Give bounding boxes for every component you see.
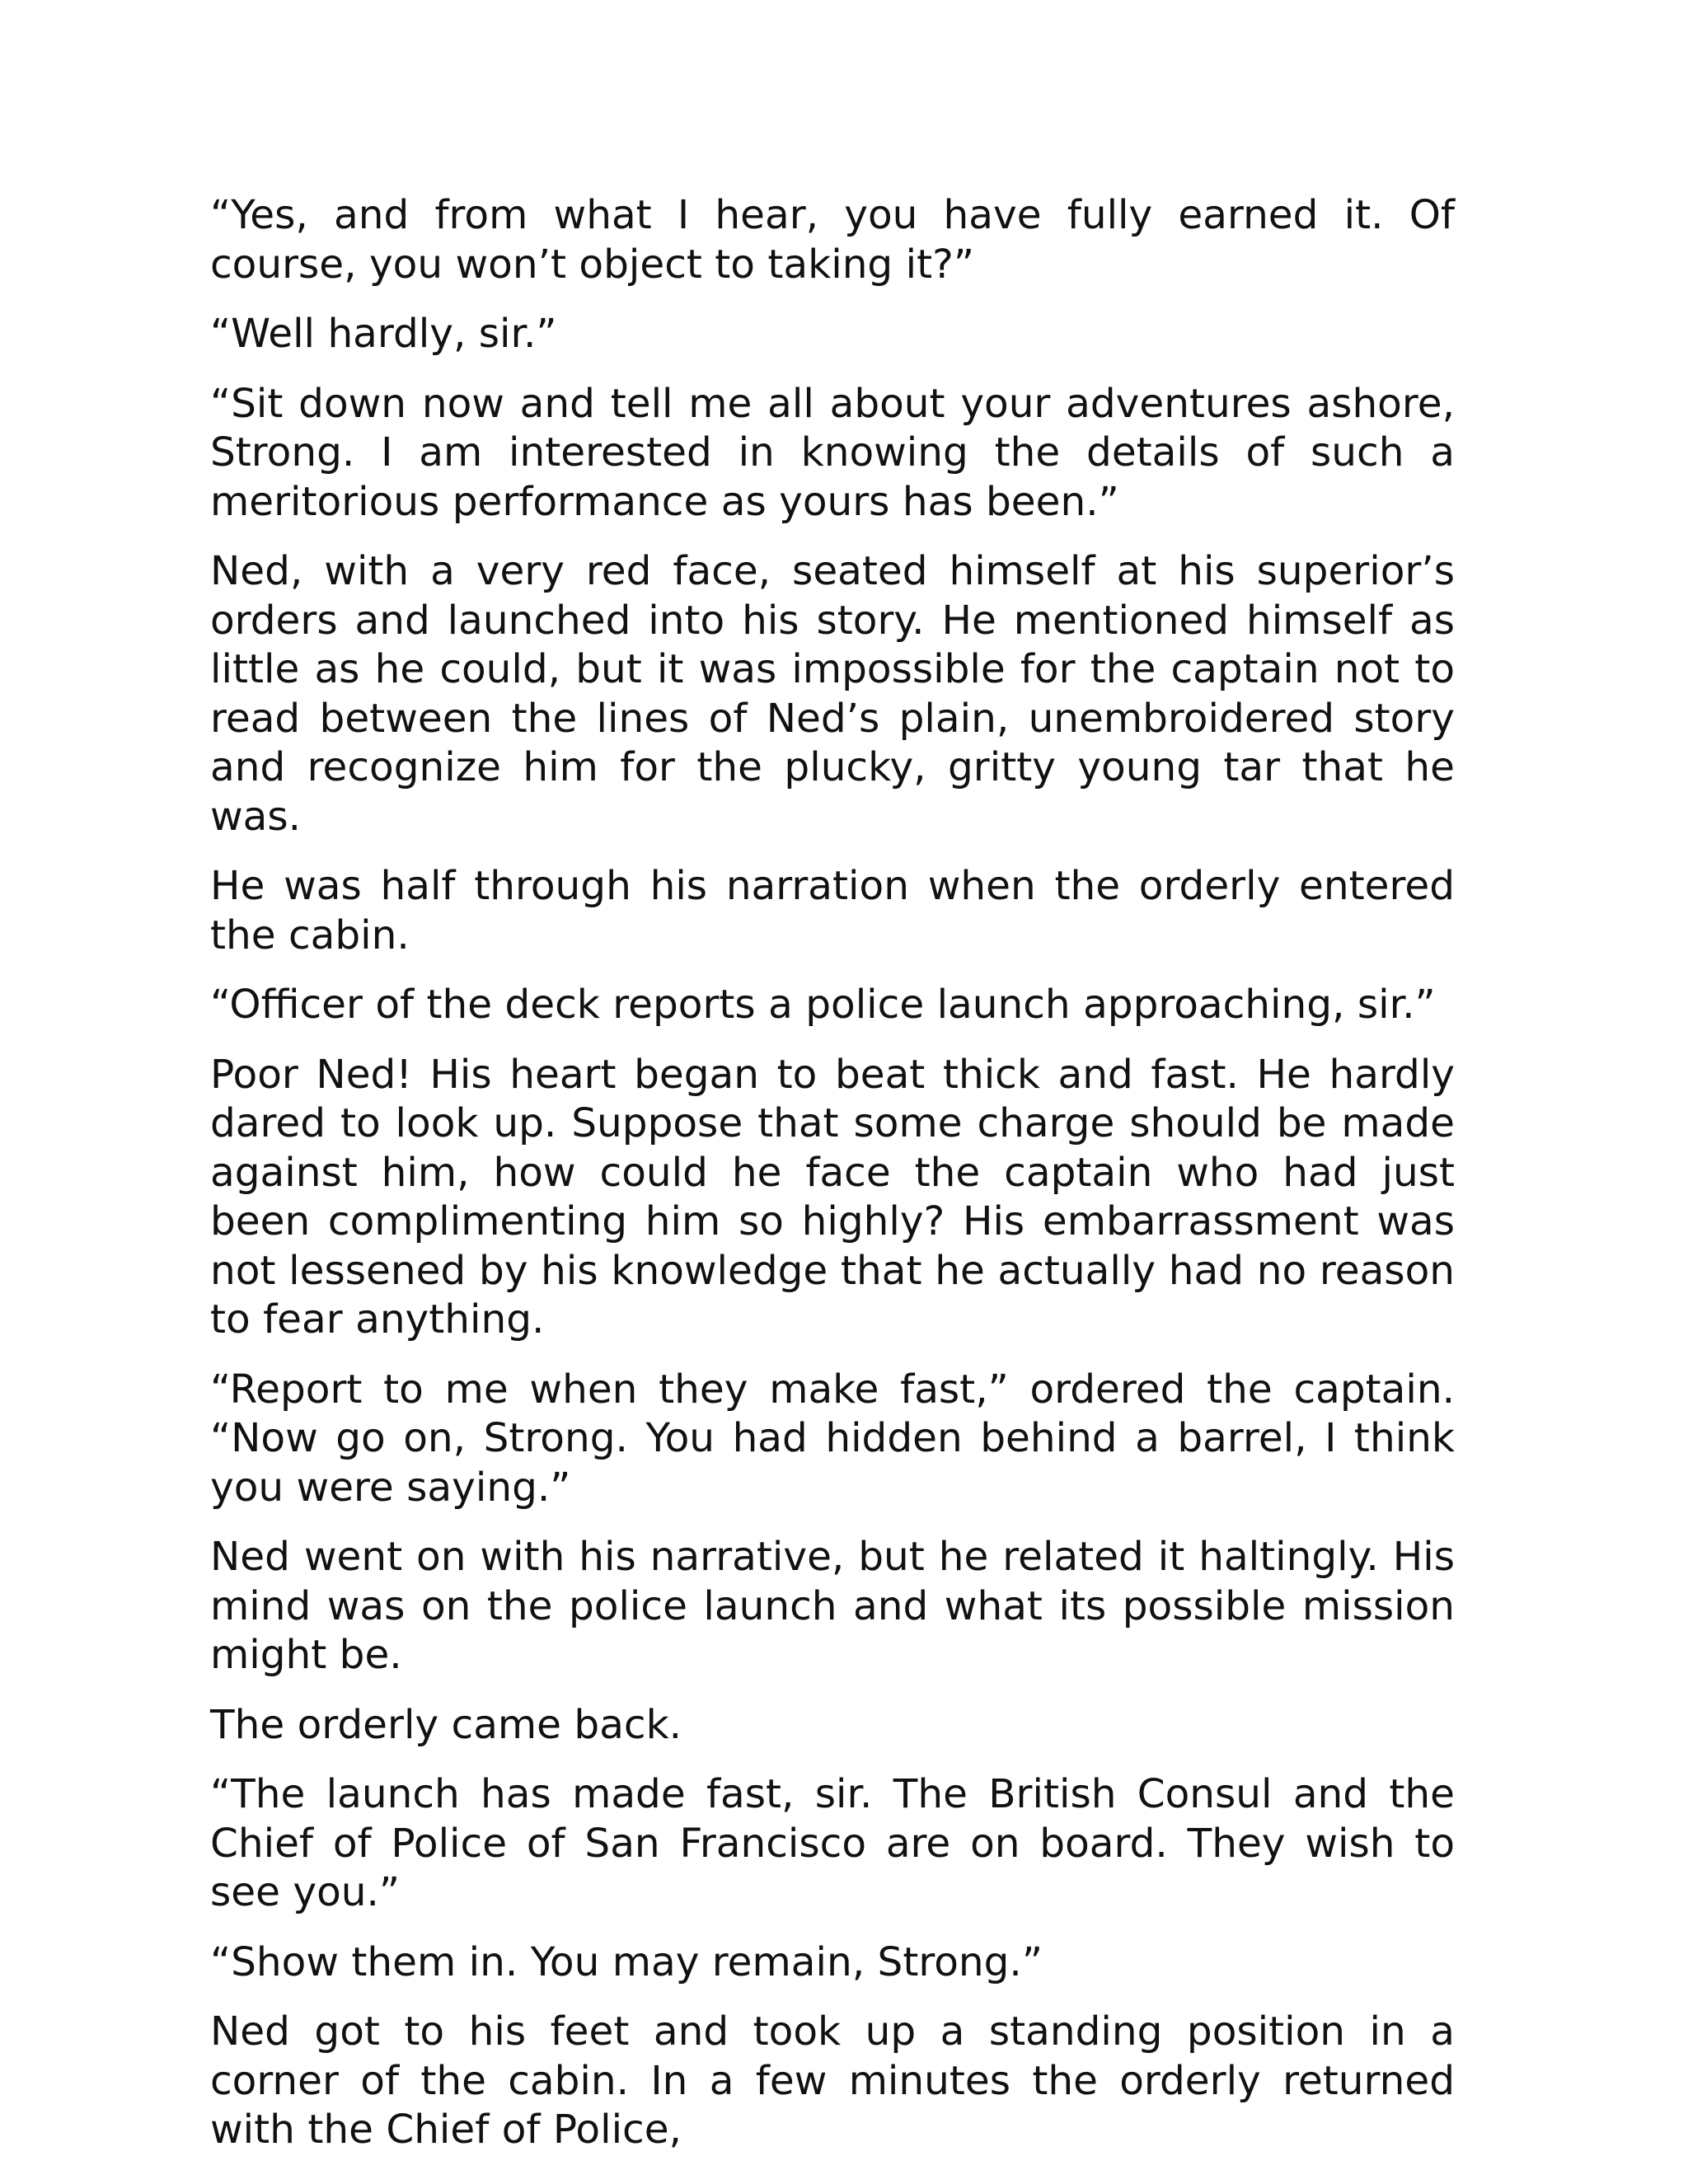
paragraph: Poor Ned! His heart began to beat thick and fast. He hardly dared to look up. Suppose that some charge should be made against him, how could he face the captain who had just been complimenting him so highly? His embarrassment was not lessened by his knowledge that he actually had no reason to fear anything. — [210, 1051, 1455, 1343]
paragraph: “Report to me when they make fast,” ordered the captain. “Now go on, Strong. You had hidden behind a barrel, I think you were saying.” — [210, 1366, 1455, 1511]
paragraph: The orderly came back. — [210, 1701, 682, 1748]
paragraph: Ned went on with his narrative, but he related it haltingly. His mind was on the police launch and what its possible mission might be. — [210, 1534, 1455, 1678]
paragraph: Ned, with a very red face, seated himself at his superior’s orders and launched into his story. He mentioned himself as little as he could, but it was impossible for the captain not to read between the lines of Ned’s plain, unembroidered story and recognize him for the plucky, gritty young tar that he was. — [210, 548, 1455, 840]
paragraph: Ned got to his feet and took up a standing position in a corner of the cabin. In a few minutes the orderly returned with the Chief of Police, — [210, 2008, 1455, 2153]
paragraph: “Well hardly, sir.” — [210, 311, 557, 357]
paragraph: He was half through his narration when the orderly entered the cabin. — [210, 863, 1455, 958]
page-text — [210, 191, 1455, 2176]
paragraph: “Show them in. You may remain, Strong.” — [210, 1938, 1043, 1985]
paragraph: “Yes, and from what I hear, you have fully earned it. Of course, you won’t object to taking it?” — [210, 192, 1455, 288]
paragraph: “The launch has made fast, sir. The British Consul and the Chief of Police of San Francisco are on board. They wish to see you.” — [210, 1771, 1455, 1915]
paragraph: “Sit down now and tell me all about your adventures ashore, Strong. I am interested in knowing the details of such a meritorious performance as yours has been.” — [210, 380, 1455, 525]
paragraph: “Officer of the deck reports a police launch approaching, sir.” — [210, 982, 1436, 1028]
